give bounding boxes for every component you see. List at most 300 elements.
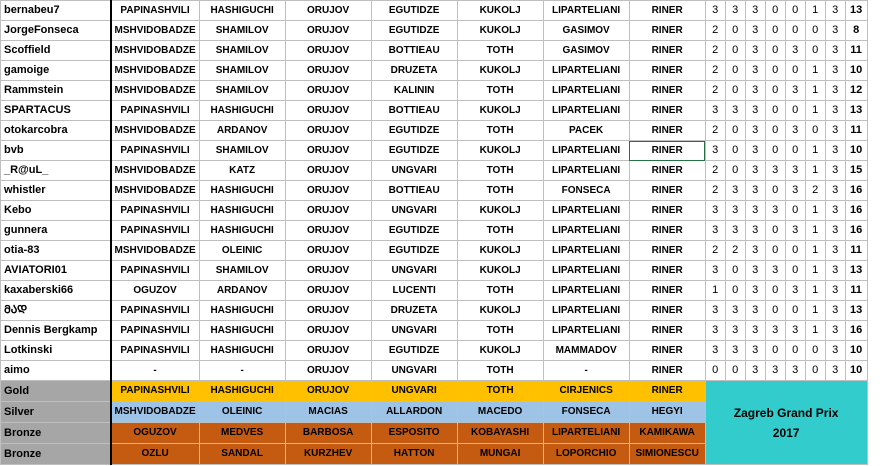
pick-cell[interactable]: UNGVARI — [371, 201, 457, 221]
score-cell[interactable]: 0 — [725, 81, 745, 101]
pick-cell[interactable]: EGUTIDZE — [371, 21, 457, 41]
score-cell[interactable]: 0 — [725, 161, 745, 181]
player-name-cell[interactable]: _R@uL_ — [1, 161, 111, 181]
score-cell[interactable]: 3 — [745, 261, 765, 281]
score-cell[interactable]: 2 — [705, 61, 725, 81]
player-name-cell[interactable]: SPARTACUS — [1, 101, 111, 121]
score-cell[interactable]: 3 — [765, 321, 785, 341]
score-cell[interactable]: 3 — [725, 301, 745, 321]
pick-cell[interactable]: DRUZETA — [371, 301, 457, 321]
score-cell[interactable]: 0 — [765, 81, 785, 101]
score-cell[interactable]: 3 — [725, 101, 745, 121]
pick-cell[interactable]: SHAMILOV — [199, 81, 285, 101]
medalist-cell[interactable]: SIMIONESCU — [629, 444, 705, 465]
score-cell[interactable]: 1 — [805, 141, 825, 161]
pick-cell[interactable]: PAPINASHVILI — [111, 301, 200, 321]
pick-cell[interactable]: EGUTIDZE — [371, 1, 457, 21]
total-score-cell[interactable]: 15 — [845, 161, 867, 181]
pick-cell[interactable]: ORUJOV — [285, 141, 371, 161]
player-name-cell[interactable]: gamoige — [1, 61, 111, 81]
total-score-cell[interactable]: 16 — [845, 321, 867, 341]
pick-cell[interactable]: PAPINASHVILI — [111, 341, 200, 361]
score-cell[interactable]: 3 — [745, 101, 765, 121]
total-score-cell[interactable]: 8 — [845, 21, 867, 41]
score-cell[interactable]: 0 — [785, 201, 805, 221]
pick-cell[interactable]: LIPARTELIANI — [543, 141, 629, 161]
pick-cell[interactable]: HASHIGUCHI — [199, 341, 285, 361]
score-cell[interactable]: 1 — [805, 241, 825, 261]
score-cell[interactable]: 2 — [705, 161, 725, 181]
score-cell[interactable]: 2 — [705, 241, 725, 261]
pick-cell[interactable]: KATZ — [199, 161, 285, 181]
pick-cell[interactable]: ORUJOV — [285, 121, 371, 141]
medalist-cell[interactable]: MSHVIDOBADZE — [111, 402, 200, 423]
score-cell[interactable]: 0 — [725, 281, 745, 301]
score-cell[interactable]: 3 — [745, 181, 765, 201]
score-cell[interactable]: 3 — [785, 361, 805, 381]
pick-cell[interactable]: UNGVARI — [371, 361, 457, 381]
score-cell[interactable]: 3 — [745, 341, 765, 361]
total-score-cell[interactable]: 11 — [845, 281, 867, 301]
score-cell[interactable]: 0 — [785, 61, 805, 81]
score-cell[interactable]: 3 — [745, 241, 765, 261]
score-cell[interactable]: 0 — [765, 101, 785, 121]
score-cell[interactable]: 3 — [705, 1, 725, 21]
score-cell[interactable]: 0 — [785, 241, 805, 261]
score-cell[interactable]: 1 — [805, 321, 825, 341]
pick-cell[interactable]: GASIMOV — [543, 41, 629, 61]
pick-cell[interactable]: MSHVIDOBADZE — [111, 121, 200, 141]
score-cell[interactable]: 0 — [725, 361, 745, 381]
pick-cell[interactable]: MSHVIDOBADZE — [111, 61, 200, 81]
total-score-cell[interactable]: 13 — [845, 101, 867, 121]
score-cell[interactable]: 3 — [745, 1, 765, 21]
score-cell[interactable]: 3 — [745, 301, 765, 321]
player-name-cell[interactable]: kaxaberski66 — [1, 281, 111, 301]
score-cell[interactable]: 3 — [725, 341, 745, 361]
pick-cell[interactable]: ORUJOV — [285, 1, 371, 21]
pick-cell[interactable]: PAPINASHVILI — [111, 101, 200, 121]
score-cell[interactable]: 3 — [785, 281, 805, 301]
score-cell[interactable]: 0 — [785, 21, 805, 41]
player-name-cell[interactable]: otokarcobra — [1, 121, 111, 141]
pick-cell[interactable]: RINER — [629, 161, 705, 181]
pick-cell[interactable]: KUKOLJ — [457, 261, 543, 281]
pick-cell[interactable]: LIPARTELIANI — [543, 61, 629, 81]
pick-cell[interactable]: SHAMILOV — [199, 41, 285, 61]
score-cell[interactable]: 0 — [785, 301, 805, 321]
score-cell[interactable]: 0 — [805, 341, 825, 361]
pick-cell[interactable]: KUKOLJ — [457, 21, 543, 41]
score-cell[interactable]: 3 — [825, 121, 845, 141]
score-cell[interactable]: 3 — [825, 61, 845, 81]
pick-cell[interactable]: RINER — [629, 281, 705, 301]
pick-cell[interactable]: TOTH — [457, 281, 543, 301]
pick-cell[interactable]: MSHVIDOBADZE — [111, 161, 200, 181]
pick-cell[interactable]: KUKOLJ — [457, 101, 543, 121]
score-cell[interactable]: 3 — [765, 261, 785, 281]
score-cell[interactable]: 0 — [785, 261, 805, 281]
pick-cell[interactable]: PAPINASHVILI — [111, 321, 200, 341]
score-cell[interactable]: 3 — [725, 321, 745, 341]
player-name-cell[interactable]: bernabeu7 — [1, 1, 111, 21]
score-cell[interactable]: 3 — [785, 181, 805, 201]
pick-cell[interactable]: RINER — [629, 1, 705, 21]
player-name-cell[interactable]: aimo — [1, 361, 111, 381]
pick-cell[interactable]: PAPINASHVILI — [111, 221, 200, 241]
pick-cell[interactable]: HASHIGUCHI — [199, 321, 285, 341]
score-cell[interactable]: 0 — [725, 21, 745, 41]
player-name-cell[interactable]: Rammstein — [1, 81, 111, 101]
player-name-cell[interactable]: Lotkinski — [1, 341, 111, 361]
pick-cell[interactable]: KUKOLJ — [457, 341, 543, 361]
pick-cell[interactable]: TOTH — [457, 181, 543, 201]
pick-cell[interactable]: LIPARTELIANI — [543, 101, 629, 121]
score-cell[interactable]: 3 — [785, 321, 805, 341]
pick-cell[interactable]: ORUJOV — [285, 81, 371, 101]
pick-cell[interactable]: RINER — [629, 261, 705, 281]
pick-cell[interactable]: MAMMADOV — [543, 341, 629, 361]
score-cell[interactable]: 3 — [825, 241, 845, 261]
pick-cell[interactable]: KUKOLJ — [457, 1, 543, 21]
pick-cell[interactable]: RINER — [629, 101, 705, 121]
pick-cell[interactable]: EGUTIDZE — [371, 341, 457, 361]
pick-cell[interactable]: RINER — [629, 141, 705, 161]
total-score-cell[interactable]: 16 — [845, 201, 867, 221]
score-cell[interactable]: 1 — [805, 101, 825, 121]
pick-cell[interactable]: SHAMILOV — [199, 21, 285, 41]
score-cell[interactable]: 0 — [725, 141, 745, 161]
pick-cell[interactable]: OLEINIC — [199, 241, 285, 261]
pick-cell[interactable]: ORUJOV — [285, 241, 371, 261]
score-cell[interactable]: 3 — [825, 341, 845, 361]
score-cell[interactable]: 3 — [745, 201, 765, 221]
pick-cell[interactable]: TOTH — [457, 321, 543, 341]
pick-cell[interactable]: PAPINASHVILI — [111, 201, 200, 221]
score-cell[interactable]: 0 — [805, 21, 825, 41]
pick-cell[interactable]: HASHIGUCHI — [199, 181, 285, 201]
medalist-cell[interactable]: KOBAYASHI — [457, 423, 543, 444]
pick-cell[interactable]: UNGVARI — [371, 321, 457, 341]
pick-cell[interactable]: PACEK — [543, 121, 629, 141]
player-name-cell[interactable]: otia-83 — [1, 241, 111, 261]
medal-label-cell[interactable]: Gold — [1, 381, 111, 402]
pick-cell[interactable]: LIPARTELIANI — [543, 301, 629, 321]
player-name-cell[interactable]: ᲛᲐᲓ — [1, 301, 111, 321]
score-cell[interactable]: 3 — [825, 81, 845, 101]
score-cell[interactable]: 0 — [785, 1, 805, 21]
total-score-cell[interactable]: 12 — [845, 81, 867, 101]
score-cell[interactable]: 0 — [765, 341, 785, 361]
pick-cell[interactable]: ORUJOV — [285, 201, 371, 221]
score-cell[interactable]: 0 — [765, 301, 785, 321]
score-cell[interactable]: 2 — [705, 81, 725, 101]
pick-cell[interactable]: HASHIGUCHI — [199, 301, 285, 321]
pick-cell[interactable]: SHAMILOV — [199, 261, 285, 281]
pick-cell[interactable]: PAPINASHVILI — [111, 141, 200, 161]
pick-cell[interactable]: LIPARTELIANI — [543, 221, 629, 241]
pick-cell[interactable]: RINER — [629, 21, 705, 41]
pick-cell[interactable]: TOTH — [457, 121, 543, 141]
total-score-cell[interactable]: 13 — [845, 1, 867, 21]
pick-cell[interactable]: LIPARTELIANI — [543, 201, 629, 221]
pick-cell[interactable]: HASHIGUCHI — [199, 221, 285, 241]
score-cell[interactable]: 3 — [825, 161, 845, 181]
score-cell[interactable]: 3 — [745, 321, 765, 341]
pick-cell[interactable]: RINER — [629, 321, 705, 341]
score-cell[interactable]: 3 — [825, 201, 845, 221]
medalist-cell[interactable]: UNGVARI — [371, 381, 457, 402]
score-cell[interactable]: 0 — [765, 61, 785, 81]
score-cell[interactable]: 3 — [745, 121, 765, 141]
score-cell[interactable]: 0 — [785, 101, 805, 121]
pick-cell[interactable]: TOTH — [457, 361, 543, 381]
score-cell[interactable]: 1 — [805, 281, 825, 301]
pick-cell[interactable]: TOTH — [457, 81, 543, 101]
score-cell[interactable]: 3 — [785, 221, 805, 241]
score-cell[interactable]: 3 — [745, 281, 765, 301]
pick-cell[interactable]: EGUTIDZE — [371, 121, 457, 141]
pick-cell[interactable]: KUKOLJ — [457, 241, 543, 261]
total-score-cell[interactable]: 10 — [845, 61, 867, 81]
pick-cell[interactable]: UNGVARI — [371, 261, 457, 281]
score-cell[interactable]: 1 — [805, 161, 825, 181]
score-cell[interactable]: 3 — [705, 321, 725, 341]
event-title-cell[interactable] — [705, 381, 867, 465]
pick-cell[interactable]: RINER — [629, 221, 705, 241]
score-cell[interactable]: 3 — [725, 1, 745, 21]
medalist-cell[interactable]: OGUZOV — [111, 423, 200, 444]
pick-cell[interactable]: ORUJOV — [285, 261, 371, 281]
score-cell[interactable]: 3 — [705, 341, 725, 361]
medalist-cell[interactable]: MACEDO — [457, 402, 543, 423]
score-cell[interactable]: 3 — [705, 141, 725, 161]
score-cell[interactable]: 3 — [825, 101, 845, 121]
score-cell[interactable]: 3 — [745, 141, 765, 161]
pick-cell[interactable]: MSHVIDOBADZE — [111, 81, 200, 101]
pick-cell[interactable]: ORUJOV — [285, 181, 371, 201]
medalist-cell[interactable]: BARBOSA — [285, 423, 371, 444]
medalist-cell[interactable]: CIRJENICS — [543, 381, 629, 402]
pick-cell[interactable]: LIPARTELIANI — [543, 261, 629, 281]
pick-cell[interactable]: PAPINASHVILI — [111, 1, 200, 21]
medal-label-cell[interactable]: Bronze — [1, 423, 111, 444]
medalist-cell[interactable]: LOPORCHIO — [543, 444, 629, 465]
score-cell[interactable]: 3 — [705, 101, 725, 121]
pick-cell[interactable]: LIPARTELIANI — [543, 281, 629, 301]
pick-cell[interactable]: ORUJOV — [285, 281, 371, 301]
score-cell[interactable]: 0 — [785, 341, 805, 361]
pick-cell[interactable]: ORUJOV — [285, 221, 371, 241]
pick-cell[interactable]: TOTH — [457, 161, 543, 181]
total-score-cell[interactable]: 16 — [845, 181, 867, 201]
pick-cell[interactable]: GASIMOV — [543, 21, 629, 41]
pick-cell[interactable]: BOTTIEAU — [371, 41, 457, 61]
score-cell[interactable]: 3 — [825, 321, 845, 341]
medalist-cell[interactable]: RINER — [629, 381, 705, 402]
score-cell[interactable]: 3 — [745, 221, 765, 241]
score-cell[interactable]: 2 — [725, 241, 745, 261]
pick-cell[interactable]: RINER — [629, 341, 705, 361]
score-cell[interactable]: 0 — [785, 141, 805, 161]
pick-cell[interactable]: ORUJOV — [285, 61, 371, 81]
pick-cell[interactable]: - — [199, 361, 285, 381]
medalist-cell[interactable]: PAPINASHVILI — [111, 381, 200, 402]
pick-cell[interactable]: LUCENTI — [371, 281, 457, 301]
score-cell[interactable]: 3 — [745, 361, 765, 381]
total-score-cell[interactable]: 16 — [845, 221, 867, 241]
score-cell[interactable]: 0 — [805, 121, 825, 141]
pick-cell[interactable]: ORUJOV — [285, 361, 371, 381]
player-name-cell[interactable]: AVIATORI01 — [1, 261, 111, 281]
pick-cell[interactable]: FONSECA — [543, 181, 629, 201]
total-score-cell[interactable]: 11 — [845, 41, 867, 61]
score-cell[interactable]: 3 — [745, 81, 765, 101]
medalist-cell[interactable]: FONSECA — [543, 402, 629, 423]
medalist-cell[interactable]: TOTH — [457, 381, 543, 402]
score-cell[interactable]: 2 — [705, 41, 725, 61]
score-cell[interactable]: 3 — [825, 301, 845, 321]
pick-cell[interactable]: ORUJOV — [285, 341, 371, 361]
score-cell[interactable]: 3 — [825, 41, 845, 61]
score-cell[interactable]: 3 — [825, 361, 845, 381]
score-cell[interactable]: 0 — [765, 281, 785, 301]
score-cell[interactable]: 3 — [725, 201, 745, 221]
score-cell[interactable]: 3 — [705, 221, 725, 241]
medal-label-cell[interactable]: Silver — [1, 402, 111, 423]
total-score-cell[interactable]: 11 — [845, 241, 867, 261]
medalist-cell[interactable]: OLEINIC — [199, 402, 285, 423]
pick-cell[interactable]: KUKOLJ — [457, 141, 543, 161]
pick-cell[interactable]: HASHIGUCHI — [199, 101, 285, 121]
player-name-cell[interactable]: Dennis Bergkamp — [1, 321, 111, 341]
score-cell[interactable]: 3 — [825, 141, 845, 161]
score-cell[interactable]: 0 — [765, 241, 785, 261]
pick-cell[interactable]: RINER — [629, 181, 705, 201]
medalist-cell[interactable]: HASHIGUCHI — [199, 381, 285, 402]
total-score-cell[interactable]: 10 — [845, 361, 867, 381]
score-cell[interactable]: 3 — [785, 41, 805, 61]
pick-cell[interactable]: BOTTIEAU — [371, 101, 457, 121]
score-cell[interactable]: 0 — [705, 361, 725, 381]
player-name-cell[interactable]: bvb — [1, 141, 111, 161]
pick-cell[interactable]: LIPARTELIANI — [543, 161, 629, 181]
pick-cell[interactable]: LIPARTELIANI — [543, 241, 629, 261]
pick-cell[interactable]: RINER — [629, 61, 705, 81]
total-score-cell[interactable]: 10 — [845, 341, 867, 361]
pick-cell[interactable]: LIPARTELIANI — [543, 321, 629, 341]
score-cell[interactable]: 0 — [725, 261, 745, 281]
pick-cell[interactable]: RINER — [629, 301, 705, 321]
pick-cell[interactable]: ORUJOV — [285, 101, 371, 121]
pick-cell[interactable]: MSHVIDOBADZE — [111, 41, 200, 61]
score-cell[interactable]: 1 — [805, 221, 825, 241]
score-cell[interactable]: 2 — [805, 181, 825, 201]
pick-cell[interactable]: SHAMILOV — [199, 141, 285, 161]
medalist-cell[interactable]: OZLU — [111, 444, 200, 465]
total-score-cell[interactable]: 13 — [845, 301, 867, 321]
score-cell[interactable]: 3 — [725, 221, 745, 241]
pick-cell[interactable]: HASHIGUCHI — [199, 201, 285, 221]
score-cell[interactable]: 3 — [785, 121, 805, 141]
score-cell[interactable]: 0 — [765, 181, 785, 201]
pick-cell[interactable]: RINER — [629, 81, 705, 101]
total-score-cell[interactable]: 13 — [845, 261, 867, 281]
score-cell[interactable]: 0 — [805, 361, 825, 381]
pick-cell[interactable]: LIPARTELIANI — [543, 1, 629, 21]
total-score-cell[interactable]: 11 — [845, 121, 867, 141]
pick-cell[interactable]: ORUJOV — [285, 321, 371, 341]
pick-cell[interactable]: LIPARTELIANI — [543, 81, 629, 101]
score-cell[interactable]: 3 — [725, 181, 745, 201]
pick-cell[interactable]: MSHVIDOBADZE — [111, 21, 200, 41]
pick-cell[interactable]: BOTTIEAU — [371, 181, 457, 201]
pick-cell[interactable]: MSHVIDOBADZE — [111, 241, 200, 261]
score-cell[interactable]: 0 — [765, 41, 785, 61]
player-name-cell[interactable]: Scoffield — [1, 41, 111, 61]
pick-cell[interactable]: OGUZOV — [111, 281, 200, 301]
score-cell[interactable]: 2 — [705, 121, 725, 141]
pick-cell[interactable]: SHAMILOV — [199, 61, 285, 81]
player-name-cell[interactable]: whistler — [1, 181, 111, 201]
score-cell[interactable]: 2 — [705, 181, 725, 201]
pick-cell[interactable]: RINER — [629, 121, 705, 141]
score-cell[interactable]: 3 — [825, 221, 845, 241]
score-cell[interactable]: 3 — [785, 81, 805, 101]
score-cell[interactable]: 3 — [785, 161, 805, 181]
score-cell[interactable]: 3 — [745, 21, 765, 41]
score-cell[interactable]: 0 — [725, 41, 745, 61]
medalist-cell[interactable]: LIPARTELIANI — [543, 423, 629, 444]
score-cell[interactable]: 0 — [765, 121, 785, 141]
score-cell[interactable]: 3 — [825, 1, 845, 21]
score-cell[interactable]: 1 — [805, 81, 825, 101]
score-cell[interactable]: 0 — [765, 141, 785, 161]
medalist-cell[interactable]: HATTON — [371, 444, 457, 465]
medalist-cell[interactable]: ALLARDON — [371, 402, 457, 423]
score-cell[interactable]: 3 — [825, 21, 845, 41]
score-cell[interactable]: 0 — [725, 121, 745, 141]
total-score-cell[interactable]: 10 — [845, 141, 867, 161]
score-cell[interactable]: 3 — [705, 261, 725, 281]
score-cell[interactable]: 1 — [805, 301, 825, 321]
score-cell[interactable]: 3 — [705, 301, 725, 321]
score-cell[interactable]: 3 — [825, 281, 845, 301]
pick-cell[interactable]: EGUTIDZE — [371, 141, 457, 161]
pick-cell[interactable]: RINER — [629, 201, 705, 221]
score-cell[interactable]: 1 — [805, 201, 825, 221]
score-cell[interactable]: 0 — [765, 1, 785, 21]
pick-cell[interactable]: EGUTIDZE — [371, 241, 457, 261]
score-cell[interactable]: 3 — [765, 201, 785, 221]
pick-cell[interactable]: PAPINASHVILI — [111, 261, 200, 281]
score-cell[interactable]: 3 — [765, 361, 785, 381]
pick-cell[interactable]: MSHVIDOBADZE — [111, 181, 200, 201]
pick-cell[interactable]: - — [543, 361, 629, 381]
medalist-cell[interactable]: ORUJOV — [285, 381, 371, 402]
pick-cell[interactable]: EGUTIDZE — [371, 221, 457, 241]
pick-cell[interactable]: ARDANOV — [199, 121, 285, 141]
medalist-cell[interactable]: MEDVES — [199, 423, 285, 444]
pick-cell[interactable]: KUKOLJ — [457, 61, 543, 81]
player-name-cell[interactable]: JorgeFonseca — [1, 21, 111, 41]
player-name-cell[interactable]: Kebo — [1, 201, 111, 221]
pick-cell[interactable]: ORUJOV — [285, 161, 371, 181]
score-cell[interactable]: 0 — [725, 61, 745, 81]
pick-cell[interactable]: KUKOLJ — [457, 201, 543, 221]
score-cell[interactable]: 3 — [825, 181, 845, 201]
pick-cell[interactable]: KALININ — [371, 81, 457, 101]
